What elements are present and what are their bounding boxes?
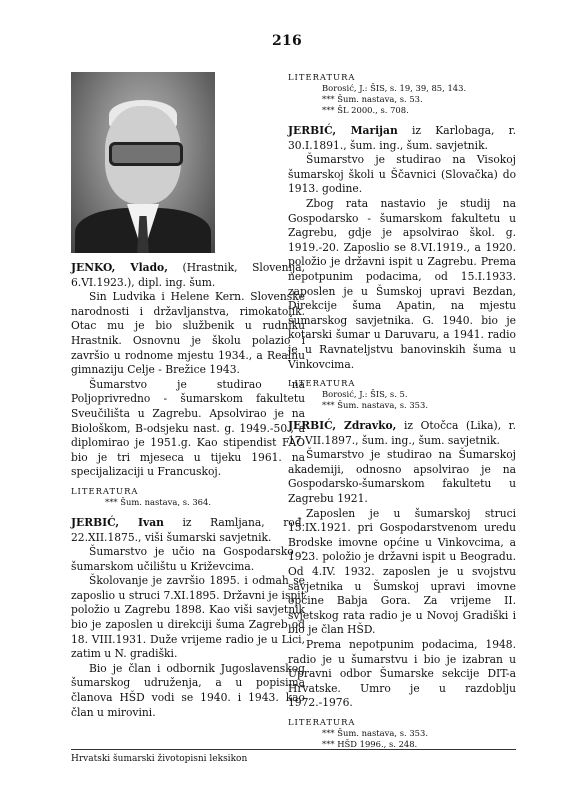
entry-paragraph: Bio je član i odbornik Jugoslavenskog šumarskog udruženja, a u popisima članova HŠD vodi se 1940. i 1943. kao član u mirovini. (71, 661, 305, 719)
entry-paragraph: Prema nepotpunim podacima, 1948. radio je u šumarstvu i bio je izabran u Upravni odbor Šumarske sekcije DIT-a Hrvatske. Umro je u razdoblju 1972.-1976. (288, 638, 516, 710)
literature-heading: LITERATURA (288, 72, 356, 82)
entry-paragraph: Šumarstvo je studirao na Poljoprivredno - šumarskom fakultetu Sveučilišta u Zagrebu. Apsolvirao je na Biološkom, B-odsjeku nast. g. 1949.-50., a diplomirao je 1951.g. Kao stipendist FAO bio je tri mjeseca u tijeku 1961. na specijalizaciji u Francuskoj. (71, 377, 305, 479)
entry-header-rest: iz Ramljana, rođ. 22.XII.1875., viši šumarski savjetnik. (71, 515, 305, 544)
entry-jerbic-marijan (288, 124, 516, 411)
entry-paragraph: Šumarstvo je studirao na Šumarskoj akademiji, odnosno apsolvirao je na Gospodarsko-šumarskom fakultetu u Zagrebu 1921. (288, 448, 516, 506)
entry-paragraph: Šumarstvo je učio na Gospodarsko - šumarskom učilištu u Križevcima. (71, 545, 305, 573)
right-column (288, 72, 516, 758)
literature-item: *** HŠD 1996., s. 248. (322, 738, 418, 749)
literature-heading: LITERATURA (288, 716, 356, 727)
left-column (71, 72, 305, 728)
literature-heading: LITERATURA (71, 485, 139, 496)
literature-heading: LITERATURA (288, 378, 356, 389)
page-number: 216 (271, 33, 303, 49)
entry-name: JERBIĆ, Ivan (71, 515, 164, 529)
entry-header-rest: (Hrastnik, Slovenija, 6.VI.1923.), dipl. ing. šum. (71, 261, 306, 289)
literature-block (71, 486, 305, 508)
literature-block (288, 72, 516, 116)
entry-header-rest: iz Otočca (Lika), r. 17.VII.1897., šum. ing., šum. savjetnik. (288, 419, 517, 447)
entry-header (71, 516, 305, 545)
literature-item: Borosić, J.: ŠIS, s. 5. (322, 389, 408, 400)
literature-item: *** Šum. nastava, s. 364. (105, 496, 211, 507)
literature-item: *** Šum. nastava, s. 353. (322, 727, 428, 738)
entry-paragraph: Sin Ludvika i Helene Kern. Slovenske narodnosti i državljanstva, rimokatolik. Otac mu je bio službenik u rudniku Hrastnik. Osnovnu je školu polazio i završio u rodnome mjestu 1934., a Realnu gimnaziju Celje - Brežice 1943. (71, 290, 305, 377)
entry-name: JENKO, Vlado, (71, 261, 168, 274)
entry-paragraph: Šumarstvo je studirao na Visokoj šumarskoj školi u Ščavnici (Slovačka) do 1913. godine. (288, 153, 516, 196)
literature-item: *** Šum. nastava, s. 53. (322, 94, 423, 104)
entry-jerbic-zdravko (288, 419, 516, 750)
entry-paragraph: Zbog rata nastavio je studij na Gospodarsko - šumarskom fakultetu u Zagrebu, gdje je apsolvirao škol. g. 1919.-20. Zaposlio se 8.VI.1919., a 1920. položio je državni ispit u Zagrebu. Prema nepotpunim podacima, od 15.I.1933. zaposlen je u Šumskoj upravi Bezdan, Direkcije šuma Apatin, na mjestu šumarskog savjetnika. G. 1940. bio je kotarski šumar u Daruvaru, a 1941. radio je u Ravnateljstvu banovinskih šuma u Vinkovcima. (288, 196, 516, 371)
footer-text: Hrvatski šumarski životopisni leksikon (71, 754, 248, 764)
entry-header (288, 124, 516, 153)
entry-header-rest: iz Karlobaga, r. 30.I.1891., šum. ing., šum. savjetnik. (288, 124, 516, 152)
literature-item: Borosić, J.: ŠIS, s. 19, 39, 85, 143. (322, 83, 467, 93)
literature-block (288, 717, 516, 750)
footer-divider (71, 749, 516, 750)
entry-name: JERBIĆ, Marijan (288, 124, 398, 137)
entry-header (288, 419, 516, 448)
entry-header (71, 261, 305, 290)
portrait-photo (71, 72, 215, 253)
literature-block (288, 378, 516, 411)
entry-paragraph: Školovanje je završio 1895. i odmah se zaposlio u struci 7.XI.1895. Državni je ispit položio u Zagrebu 1898. Kao viši savjetnik bio je zaposlen u direkciji šuma Zagreb od 18. VIII.1931. Duže vrijeme radio je u Lici, zatim u N. gradiški. (71, 574, 305, 661)
entry-name: JERBIĆ, Zdravko, (288, 419, 397, 433)
literature-item: *** ŠL 2000., s. 708. (322, 105, 409, 115)
literature-item: *** Šum. nastava, s. 353. (322, 400, 428, 411)
entry-paragraph: Zaposlen je u šumarskoj struci 15.IX.1921. pri Gospodarstvenom uredu Brodske imovne općine u Vinkovcima, a 1923. položio je državni ispit u Beogradu. Od 4.IV. 1932. zaposlen je u svojstvu savjetnika u Šumskoj upravi imovne općine Babja Gora. Za vrijeme II. svjetskog rata radio je u Novoj Gradiški i bio je član HŠD. (288, 506, 516, 637)
entry-jenko-vlado (71, 261, 305, 508)
entry-jerbic-ivan (71, 516, 305, 720)
